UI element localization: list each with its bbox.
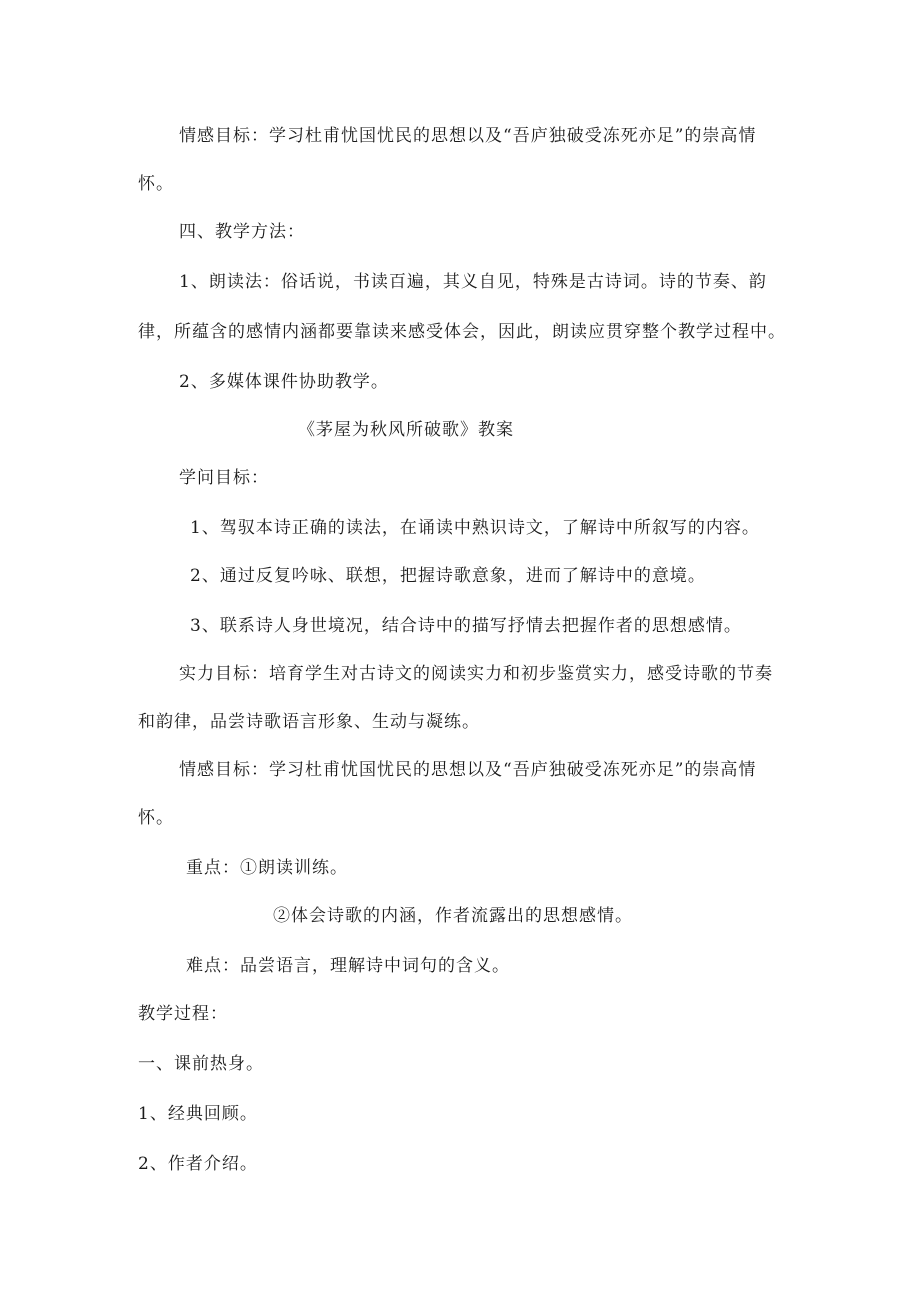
emotion-goal-1-line1: 情感目标：学习杜甫忧国忧民的思想以及“吾庐独破受冻死亦足”的崇高情 <box>179 126 757 146</box>
lesson-title: 《茅屋为秋风所破歌》教案 <box>298 420 514 440</box>
methods-heading: 四、教学方法： <box>179 222 305 242</box>
emotion-goal-2-line2: 怀。 <box>138 808 174 828</box>
key-points-line1: 重点：①朗读训练。 <box>186 858 348 878</box>
knowledge-goal-item: 1、驾驭本诗正确的读法，在诵读中熟识诗文，了解诗中所叙写的内容。 <box>190 518 760 538</box>
key-points-line2: ②体会诗歌的内涵，作者流露出的思想感情。 <box>273 906 633 926</box>
emotion-goal-1-line2: 怀。 <box>138 174 174 194</box>
process-sub-1: 1、经典回顾。 <box>138 1104 258 1124</box>
ability-goal-line1: 实力目标：培育学生对古诗文的阅读实力和初步鉴赏实力，感受诗歌的节奏 <box>179 664 773 684</box>
emotion-goal-2-line1: 情感目标：学习杜甫忧国忧民的思想以及“吾庐独破受冻死亦足”的崇高情 <box>179 760 757 780</box>
knowledge-goal-item: 3、联系诗人身世境况，结合诗中的描写抒情去把握作者的思想感情。 <box>190 616 742 636</box>
method-1-line2: 律，所蕴含的感情内涵都要靠读来感受体会，因此，朗读应贯穿整个教学过程中。 <box>138 322 786 342</box>
process-heading: 教学过程： <box>138 1004 228 1024</box>
knowledge-goal-item: 2、通过反复吟咏、联想，把握诗歌意象，进而了解诗中的意境。 <box>190 566 706 586</box>
process-sub-2: 2、作者介绍。 <box>138 1154 258 1174</box>
knowledge-goal-heading: 学问目标： <box>179 468 269 488</box>
ability-goal-line2: 和韵律，品尝诗歌语言形象、生动与凝练。 <box>138 712 480 732</box>
method-1-line1: 1、朗读法：俗话说，书读百遍，其义自见，特殊是古诗词。诗的节奏、韵 <box>179 272 767 292</box>
difficulty: 难点：品尝语言，理解诗中词句的含义。 <box>186 956 510 976</box>
process-step-1: 一、课前热身。 <box>138 1054 264 1074</box>
method-2: 2、多媒体课件协助教学。 <box>179 372 389 392</box>
